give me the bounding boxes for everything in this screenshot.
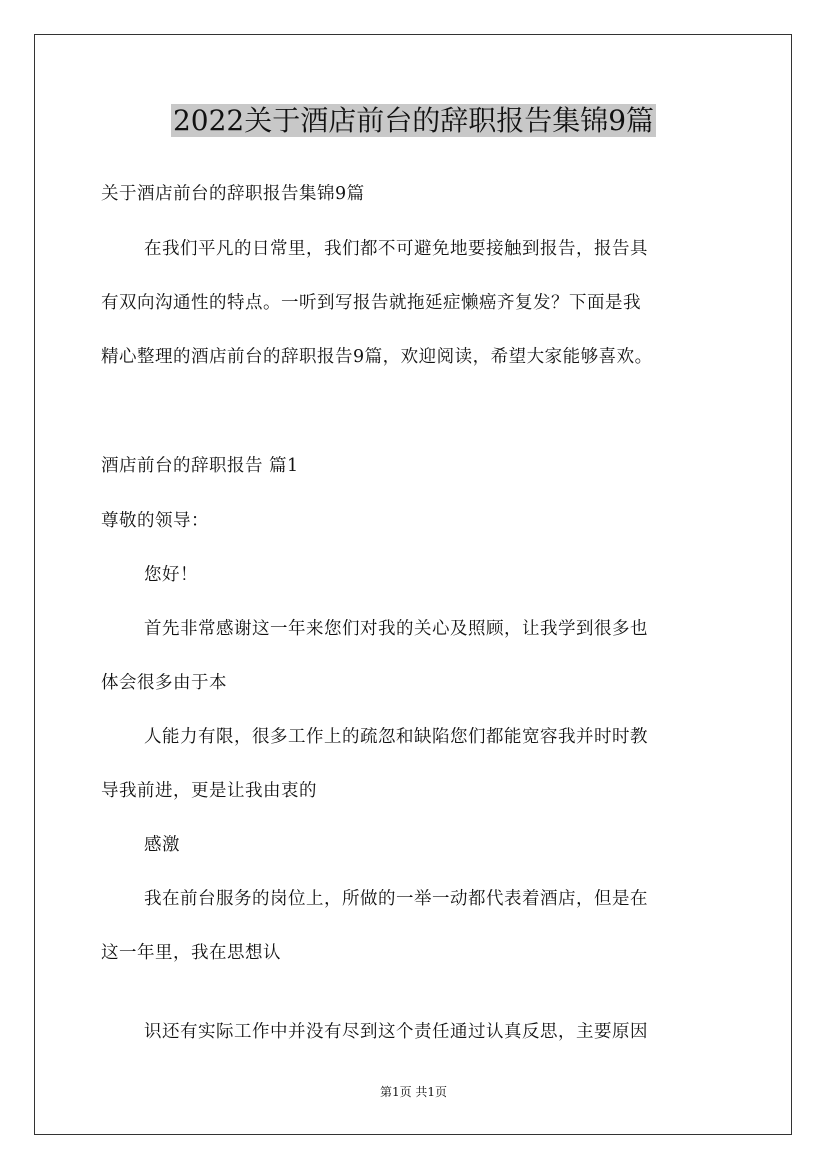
intro-line: 在我们平凡的日常里，我们都不可避免地要接触到报告，报告具 (144, 239, 648, 259)
intro-line: 有双向沟通性的特点。一听到写报告就拖延症懒癌齐复发？下面是我 (101, 293, 641, 313)
body-line: 首先非常感谢这一年来您们对我的关心及照顾，让我学到很多也 (144, 619, 648, 639)
body-line: 体会很多由于本 (101, 673, 227, 693)
body-line: 我在前台服务的岗位上，所做的一举一动都代表着酒店，但是在 (144, 889, 648, 909)
body-line: 识还有实际工作中并没有尽到这个责任通过认真反思，主要原因 (144, 1022, 648, 1042)
body-line: 感激 (144, 835, 180, 855)
body-line: 这一年里，我在思想认 (101, 943, 281, 963)
greeting: 您好！ (144, 565, 198, 585)
section-heading: 酒店前台的辞职报告 篇1 (101, 456, 299, 476)
salutation: 尊敬的领导： (101, 511, 209, 531)
subtitle: 关于酒店前台的辞职报告集锦9篇 (101, 184, 365, 204)
page-footer: 第1页 共1页 (379, 1085, 448, 1099)
intro-line: 精心整理的酒店前台的辞职报告9篇，欢迎阅读，希望大家能够喜欢。 (101, 347, 653, 367)
body-line: 人能力有限，很多工作上的疏忽和缺陷您们都能宽容我并时时教 (144, 727, 648, 747)
document-title-text: 2022关于酒店前台的辞职报告集锦9篇 (172, 104, 655, 137)
body-line: 导我前进，更是让我由衷的 (101, 781, 317, 801)
document-title (0, 101, 827, 141)
